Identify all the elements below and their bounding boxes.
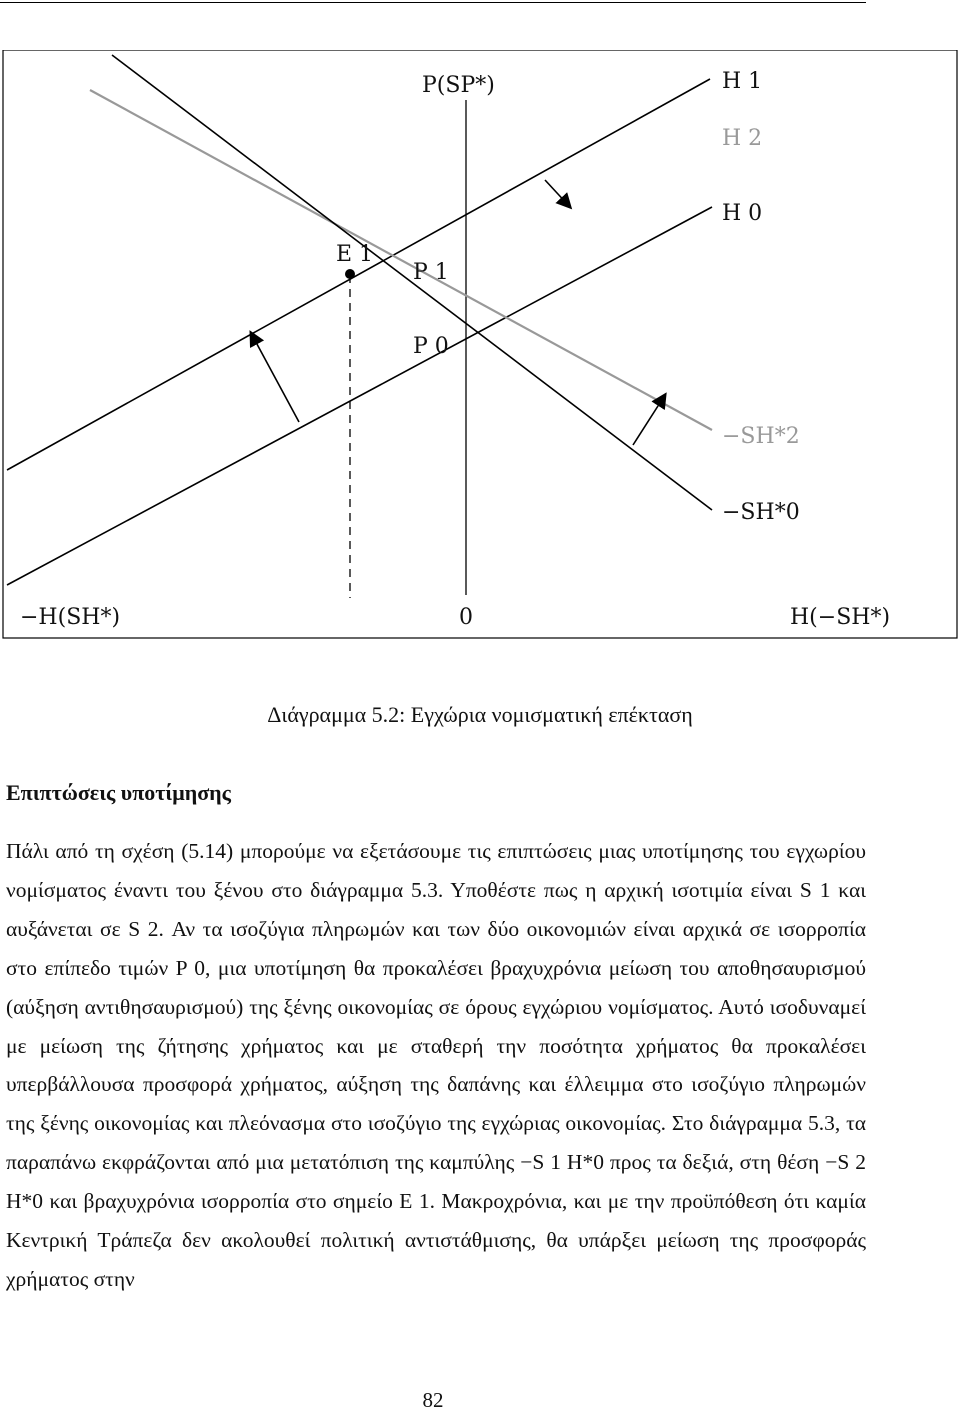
origin-label: 0 — [459, 605, 473, 630]
sh2-label: −SH*2 — [722, 424, 800, 449]
h0-label: H 0 — [722, 201, 763, 226]
sh2-line — [90, 90, 712, 430]
h1-line — [7, 79, 710, 470]
shift-arrow-up-left — [251, 333, 299, 422]
figure-frame — [3, 50, 957, 638]
sh0-label: −SH*0 — [722, 500, 800, 525]
e1-label: E 1 — [336, 242, 374, 267]
p-axis-label: P(SP*) — [422, 73, 495, 98]
section-heading: Επιπτώσεις υποτίμησης — [6, 780, 231, 805]
body-text — [6, 832, 866, 1299]
right-axis-label: H(−SH*) — [790, 605, 891, 630]
diagram-svg — [0, 50, 960, 640]
shift-arrow-up-right — [633, 395, 665, 445]
p0-label: P 0 — [413, 334, 449, 359]
left-axis-label: −H(SH*) — [20, 605, 121, 630]
sh0-line — [112, 55, 712, 510]
h1-label: H 1 — [722, 69, 763, 94]
h2-label: H 2 — [722, 126, 763, 151]
figure-5-2 — [0, 50, 960, 640]
figure-caption: Διάγραμμα 5.2: Εγχώρια νομισματική επέκταση — [267, 702, 693, 727]
page-number: 82 — [422, 1388, 444, 1412]
top-rule — [0, 2, 866, 3]
body-paragraph: Πάλι από τη σχέση (5.14) μπορούμε να εξετάσουμε τις επιπτώσεις μιας υποτίμησης του εγχωρίου νομίσματος έναντι του ξένου στο διάγραμμα 5.3. Υποθέστε πως η αρχική ισοτιμία είναι S 1 και αυξάνεται σε S 2. Αν τα ισοζύγια πληρωμών και των δύο οικονομιών είναι αρχικά σε ισορροπία στο επίπεδο τιμών P 0, μια υποτίμηση θα προκαλέσει βραχυχρόνια μείωση του αποθησαυρισμού (αύξηση αντιθησαυρισμού) της ξένης οικονομίας σε όρους εγχώριου νομίσματος. Αυτό ισοδυναμεί με μείωση της ζήτησης χρήματος και με σταθερή την ποσότητα χρήματος θα προκαλέσει υπερβάλλουσα προσφορά χρήματος, αύξηση της δαπάνης και έλλειμμα στο ισοζύγιο πληρωμών της ξένης οικονομίας και πλεόνασμα στο ισοζύγιο της εγχώριας οικονομίας. Στο διάγραμμα 5.3, τα παραπάνω εκφράζονται από μια μετατόπιση της καμπύλης −S 1 H*0 προς τα δεξιά, στη θέση −S 2 H*0 και βραχυχρόνια ισορροπία στο σημείο E 1. Μακροχρόνια, και με την προϋπόθεση ότι καμία Κεντρική Τράπεζα δεν ακολουθεί πολιτική αντιστάθμισης, θα υπάρξει μείωση της προσφοράς χρήματος στην — [6, 839, 866, 1291]
e1-point — [345, 269, 355, 279]
shift-arrow-h1-to-h0 — [545, 180, 570, 207]
p1-label: P 1 — [413, 260, 449, 285]
